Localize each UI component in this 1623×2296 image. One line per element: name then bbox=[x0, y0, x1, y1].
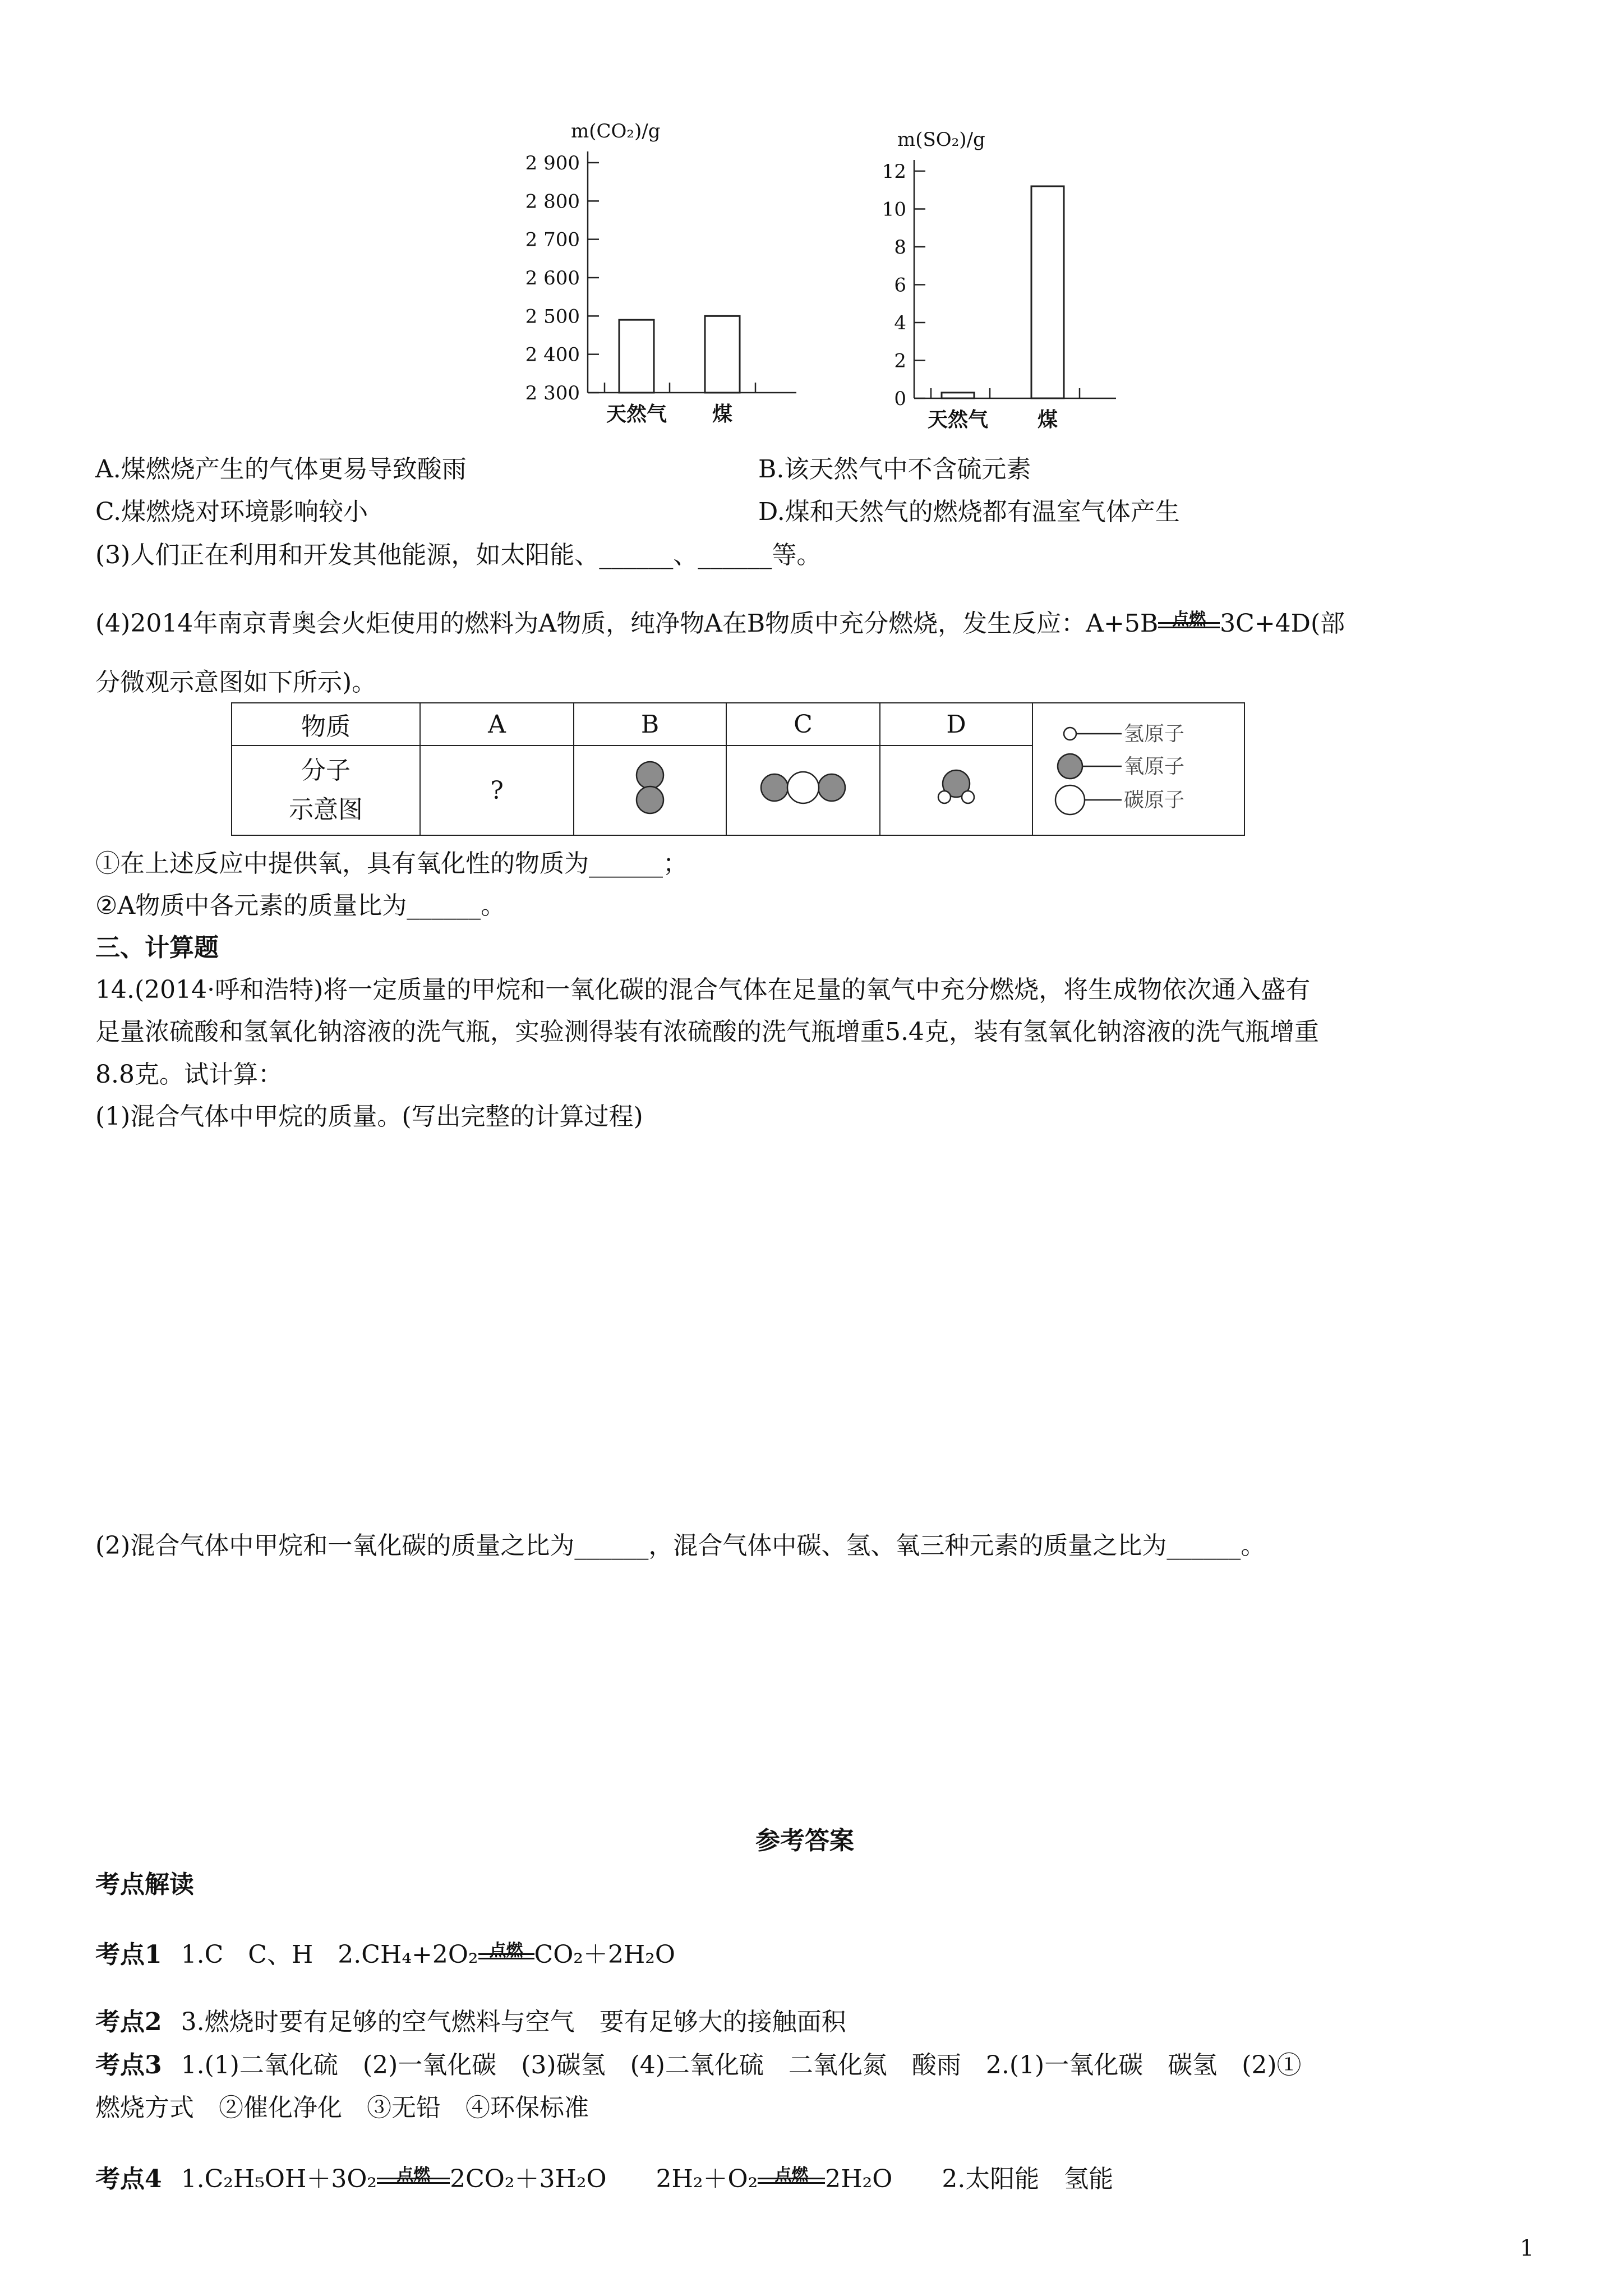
y-axis-label: m(SO₂)/g bbox=[897, 128, 985, 151]
co2-molecule-icon bbox=[755, 765, 851, 810]
table-header-d: D bbox=[880, 703, 1032, 746]
question-14-line1: 14.(2014·呼和浩特)将一定质量的甲烷和一氧化碳的混合气体在足量的氧气中充分燃烧，将生成物依次通入盛有 bbox=[95, 976, 1311, 1004]
carbon-atom-icon bbox=[1055, 785, 1085, 815]
reaction-condition: 点燃 bbox=[1172, 610, 1206, 629]
molecule-c-cell bbox=[726, 746, 880, 835]
y-tick-label: 4 bbox=[894, 312, 906, 334]
molecule-table bbox=[231, 702, 1245, 836]
bar bbox=[619, 320, 654, 393]
y-tick-label: 8 bbox=[894, 236, 906, 259]
k4-mid: 2CO₂＋3H₂O 2H₂＋O₂ bbox=[450, 2165, 758, 2193]
x-category-label: 天然气 bbox=[606, 403, 667, 426]
so2-chart bbox=[852, 118, 1133, 443]
k3-label: 考点3 bbox=[95, 2051, 162, 2079]
answers-heading: 考点解读 bbox=[95, 1870, 194, 1899]
legend-hydrogen: 氢原子 bbox=[1124, 722, 1185, 746]
y-tick-label: 2 300 bbox=[525, 382, 580, 404]
question-4-sub1: ①在上述反应中提供氧，具有氧化性的物质为______； bbox=[95, 849, 688, 878]
table-header-b: B bbox=[574, 703, 726, 746]
row-label-line2: 示意图 bbox=[289, 795, 363, 824]
k4-condition-2: 点燃 bbox=[774, 2165, 809, 2185]
q4-text-pre: (4)2014年南京青奥会火炬使用的燃料为A物质，纯净物A在B物质中充分燃烧，发生反应：A+5B bbox=[95, 609, 1159, 638]
bar bbox=[705, 316, 740, 393]
row-label-line1: 分子 bbox=[301, 756, 351, 785]
atom-legend bbox=[1054, 710, 1223, 822]
answer-k2 bbox=[95, 2005, 846, 2039]
h2o-molecule-icon bbox=[931, 762, 981, 813]
k4-post: 2H₂O 2.太阳能 氢能 bbox=[825, 2165, 1114, 2193]
reaction-condition-sign bbox=[1158, 610, 1220, 629]
section-3-heading: 三、计算题 bbox=[95, 933, 219, 962]
legend-carbon: 碳原子 bbox=[1124, 788, 1185, 812]
page-number: 1 bbox=[1520, 2235, 1534, 2261]
option-c: C.煤燃烧对环境影响较小 bbox=[95, 498, 368, 526]
answers-title: 参考答案 bbox=[755, 1826, 854, 1855]
y-tick-label: 2 900 bbox=[525, 152, 580, 174]
answer-k3-line2: 燃烧方式 ②催化净化 ③无铅 ④环保标准 bbox=[95, 2093, 589, 2122]
y-tick-label: 2 500 bbox=[525, 305, 580, 328]
y-tick-label: 12 bbox=[882, 160, 906, 183]
y-tick-label: 2 800 bbox=[525, 190, 580, 213]
y-tick-label: 6 bbox=[894, 274, 906, 297]
x-category-label: 煤 bbox=[712, 403, 733, 426]
y-tick-label: 2 bbox=[894, 349, 906, 372]
option-d: D.煤和天然气的燃烧都有温室气体产生 bbox=[758, 498, 1180, 526]
k4-condition-sign-2 bbox=[758, 2165, 825, 2185]
k2-text: 3.燃烧时要有足够的空气燃料与空气 要有足够大的接触面积 bbox=[181, 2008, 846, 2036]
y-tick-label: 2 400 bbox=[525, 343, 580, 366]
question-4-line2: 分微观示意图如下所示)。 bbox=[95, 668, 377, 697]
k2-label: 考点2 bbox=[95, 2008, 162, 2036]
question-14-sub2: (2)混合气体中甲烷和一氧化碳的质量之比为______，混合气体中碳、氢、氧三种元素的质量之比为______。 bbox=[95, 1531, 1266, 1560]
k1-pre: 1.C C、H 2.CH₄+2O₂ bbox=[181, 1940, 478, 1969]
q4-text-post: 3C+4D(部 bbox=[1220, 609, 1345, 638]
co2-chart bbox=[505, 112, 819, 438]
question-14-line3: 8.8克。试计算： bbox=[95, 1060, 283, 1089]
co2-chart-svg bbox=[505, 112, 819, 438]
option-b: B.该天然气中不含硫元素 bbox=[758, 455, 1031, 484]
k1-condition: 点燃 bbox=[489, 1941, 523, 1961]
table-row-label bbox=[232, 746, 420, 835]
k4-condition-sign-1 bbox=[377, 2165, 450, 2185]
x-category-label: 煤 bbox=[1037, 408, 1058, 431]
table-header-a: A bbox=[420, 703, 574, 746]
question-4-line1 bbox=[95, 607, 1345, 641]
answer-k3-line1 bbox=[95, 2049, 1302, 2082]
k4-pre: 1.C₂H₅OH＋3O₂ bbox=[181, 2165, 377, 2193]
table-header-substance: 物质 bbox=[232, 703, 420, 746]
y-tick-label: 0 bbox=[894, 388, 906, 410]
y-tick-label: 10 bbox=[882, 198, 906, 221]
k1-post: CO₂＋2H₂O bbox=[534, 1940, 675, 1969]
legend-oxygen: 氧原子 bbox=[1124, 754, 1185, 778]
y-tick-label: 2 700 bbox=[525, 228, 580, 251]
question-14-sub1: (1)混合气体中甲烷的质量。(写出完整的计算过程) bbox=[95, 1102, 643, 1131]
table-header-c: C bbox=[726, 703, 880, 746]
bar bbox=[1031, 186, 1064, 398]
legend-cell bbox=[1032, 703, 1244, 835]
k1-label: 考点1 bbox=[95, 1940, 162, 1969]
option-a: A.煤燃烧产生的气体更易导致酸雨 bbox=[95, 455, 467, 484]
y-axis-label: m(CO₂)/g bbox=[571, 120, 661, 142]
question-3: (3)人们正在利用和开发其他能源，如太阳能、______、______等。 bbox=[95, 541, 822, 569]
k4-condition-1: 点燃 bbox=[396, 2165, 431, 2185]
question-14-line2: 足量浓硫酸和氢氧化钠溶液的洗气瓶，实验测得装有浓硫酸的洗气瓶增重5.4克，装有氢氧化钠溶液的洗气瓶增重 bbox=[95, 1018, 1319, 1046]
k4-label: 考点4 bbox=[95, 2165, 162, 2193]
question-4-sub2: ②A物质中各元素的质量比为______。 bbox=[95, 891, 506, 920]
molecule-b-cell bbox=[574, 746, 726, 835]
answer-k1 bbox=[95, 1938, 675, 1972]
molecule-a-cell: ? bbox=[420, 746, 574, 835]
x-category-label: 天然气 bbox=[927, 408, 989, 431]
so2-chart-svg bbox=[852, 118, 1133, 443]
bar bbox=[942, 393, 974, 398]
oxygen-atom-icon bbox=[1058, 754, 1082, 779]
y-tick-label: 2 600 bbox=[525, 267, 580, 289]
k1-condition-sign bbox=[478, 1941, 534, 1961]
answer-k4 bbox=[95, 2162, 1113, 2196]
molecule-d-cell bbox=[880, 746, 1032, 835]
k3-line1-text: 1.(1)二氧化硫 (2)一氧化碳 (3)碳氢 (4)二氧化硫 二氧化氮 酸雨 2.(1)一氧化碳 碳氢 (2)① bbox=[181, 2051, 1302, 2079]
hydrogen-atom-icon bbox=[1064, 728, 1076, 740]
o2-molecule-icon bbox=[628, 754, 672, 821]
